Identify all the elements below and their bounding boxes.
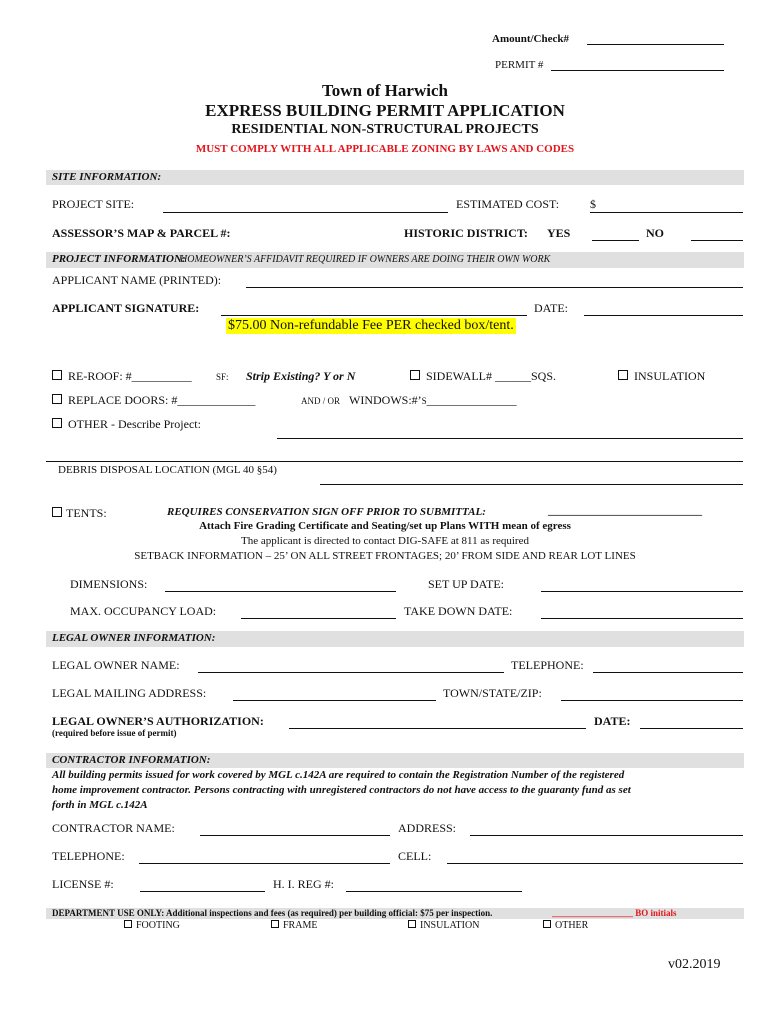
historic-yes-field[interactable] bbox=[592, 240, 639, 241]
estimated-cost-label: ESTIMATED COST: bbox=[456, 197, 560, 211]
permit-number-label: PERMIT # bbox=[495, 59, 544, 71]
owner-info-heading: LEGAL OWNER INFORMATION: bbox=[52, 632, 216, 644]
site-info-heading: SITE INFORMATION: bbox=[52, 171, 162, 183]
footing-option[interactable] bbox=[124, 920, 180, 931]
dig-safe-note: The applicant is directed to contact DIG-SAFE at 811 as required bbox=[241, 535, 529, 547]
owner-name-field[interactable] bbox=[198, 672, 504, 673]
owner-telephone-label: TELEPHONE: bbox=[511, 658, 584, 672]
and-or-label: AND / OR bbox=[301, 396, 341, 406]
takedown-date-field[interactable] bbox=[541, 618, 743, 619]
historic-yes-label: YES bbox=[547, 226, 571, 240]
bo-initials-field[interactable]: __________________ BO initials bbox=[552, 908, 677, 918]
contractor-telephone-field[interactable] bbox=[139, 863, 390, 864]
other-describe-field[interactable] bbox=[277, 438, 743, 439]
form-title: EXPRESS BUILDING PERMIT APPLICATION bbox=[205, 101, 565, 120]
other-option[interactable] bbox=[52, 417, 201, 432]
dimensions-label: DIMENSIONS: bbox=[70, 577, 148, 591]
frame-checkbox[interactable] bbox=[271, 920, 279, 928]
contractor-notice-line2: home improvement contractor. Persons contracting with unregistered contractors do not have access to the guaranty fund as set bbox=[52, 784, 631, 796]
strip-existing-label: Strip Existing? Y or N bbox=[246, 369, 356, 383]
takedown-date-label: TAKE DOWN DATE: bbox=[404, 604, 513, 618]
applicant-name-field[interactable] bbox=[246, 287, 743, 288]
fee-notice: $75.00 Non-refundable Fee PER checked box/tent. bbox=[228, 318, 514, 333]
contractor-name-field[interactable] bbox=[200, 835, 390, 836]
owner-town-state-zip-label: TOWN/STATE/ZIP: bbox=[443, 686, 542, 700]
windows-label bbox=[349, 393, 517, 408]
sidewall-label: SIDEWALL# ______SQS. bbox=[426, 369, 557, 383]
required-before-permit-note: (required before issue of permit) bbox=[52, 728, 177, 738]
tents-checkbox[interactable] bbox=[52, 507, 62, 517]
tents-label: TENTS: bbox=[66, 506, 107, 520]
reroof-checkbox[interactable] bbox=[52, 370, 62, 380]
sidewall-option[interactable] bbox=[410, 369, 556, 384]
assessor-label: ASSESSOR’S MAP & PARCEL #: bbox=[52, 226, 231, 240]
insulation-option[interactable] bbox=[618, 369, 705, 384]
project-site-label: PROJECT SITE: bbox=[52, 197, 135, 211]
owner-mailing-label: LEGAL MAILING ADDRESS: bbox=[52, 686, 207, 700]
project-info-heading: PROJECT INFORMATION: bbox=[52, 253, 186, 265]
replace-doors-option[interactable] bbox=[52, 393, 255, 408]
insulation-inspection-checkbox[interactable] bbox=[408, 920, 416, 928]
historic-district-label: HISTORIC DISTRICT: bbox=[404, 226, 528, 240]
footing-checkbox[interactable] bbox=[124, 920, 132, 928]
contractor-hi-reg-label: H. I. REG #: bbox=[273, 877, 334, 891]
other-inspection-checkbox[interactable] bbox=[543, 920, 551, 928]
frame-option[interactable] bbox=[271, 920, 317, 931]
reroof-option[interactable] bbox=[52, 369, 192, 384]
insulation-checkbox[interactable] bbox=[618, 370, 628, 380]
max-occupancy-label: MAX. OCCUPANCY LOAD: bbox=[70, 604, 217, 618]
contractor-notice-line3: forth in MGL c.142A bbox=[52, 799, 148, 811]
windows-prefix: WINDOWS:#’ bbox=[349, 393, 422, 407]
dimensions-field[interactable] bbox=[165, 591, 396, 592]
other-describe-field-line2[interactable] bbox=[46, 461, 743, 462]
owner-authorization-field[interactable] bbox=[289, 728, 586, 729]
department-use-note: DEPARTMENT USE ONLY: Additional inspections and fees (as required) per building official: $75 per inspection. bbox=[52, 908, 493, 918]
dollar-sign: $ bbox=[590, 197, 596, 211]
contractor-address-label: ADDRESS: bbox=[398, 821, 457, 835]
owner-mailing-field[interactable] bbox=[233, 700, 436, 701]
project-site-field[interactable] bbox=[163, 212, 448, 213]
applicant-signature-field[interactable] bbox=[221, 315, 527, 316]
other-checkbox[interactable] bbox=[52, 418, 62, 428]
contractor-address-field[interactable] bbox=[470, 835, 743, 836]
applicant-date-field[interactable] bbox=[584, 315, 743, 316]
contractor-cell-field[interactable] bbox=[447, 863, 743, 864]
reroof-label: RE-ROOF: #__________ bbox=[68, 369, 192, 383]
owner-authorization-label: LEGAL OWNER’S AUTHORIZATION: bbox=[52, 714, 264, 728]
contractor-license-label: LICENSE #: bbox=[52, 877, 114, 891]
contractor-telephone-label: TELEPHONE: bbox=[52, 849, 125, 863]
replace-doors-label: REPLACE DOORS: #_____________ bbox=[68, 393, 256, 407]
setup-date-field[interactable] bbox=[541, 591, 743, 592]
insulation-label: INSULATION bbox=[634, 369, 706, 383]
historic-no-field[interactable] bbox=[691, 240, 743, 241]
conservation-signoff-field[interactable]: ____________________________ bbox=[548, 505, 702, 517]
conservation-signoff-label: REQUIRES CONSERVATION SIGN OFF PRIOR TO SUBMITTAL: bbox=[167, 506, 486, 518]
contractor-hi-reg-field[interactable] bbox=[346, 891, 522, 892]
contractor-notice-line1: All building permits issued for work covered by MGL c.142A are required to contain the Registration Number of the registered bbox=[52, 769, 625, 781]
zoning-notice: MUST COMPLY WITH ALL APPLICABLE ZONING BY LAWS AND CODES bbox=[195, 143, 575, 155]
contractor-name-label: CONTRACTOR NAME: bbox=[52, 821, 175, 835]
owner-date-label: DATE: bbox=[594, 714, 631, 728]
applicant-date-label: DATE: bbox=[534, 301, 568, 315]
frame-label: FRAME bbox=[283, 920, 318, 931]
owner-name-label: LEGAL OWNER NAME: bbox=[52, 658, 180, 672]
owner-date-field[interactable] bbox=[640, 728, 743, 729]
replace-doors-checkbox[interactable] bbox=[52, 394, 62, 404]
applicant-name-label: APPLICANT NAME (PRINTED): bbox=[52, 273, 222, 287]
setback-info: SETBACK INFORMATION – 25’ ON ALL STREET FRONTAGES; 20’ FROM SIDE AND REAR LOT LINES bbox=[134, 550, 636, 562]
other-label: OTHER - Describe Project: bbox=[68, 417, 201, 431]
estimated-cost-field[interactable] bbox=[590, 212, 743, 213]
insulation-inspection-option[interactable] bbox=[408, 920, 479, 931]
other-inspection-option[interactable] bbox=[543, 920, 588, 931]
contractor-license-field[interactable] bbox=[140, 891, 265, 892]
sf-label: SF: bbox=[216, 372, 229, 382]
amount-check-label: Amount/Check# bbox=[492, 33, 570, 45]
max-occupancy-field[interactable] bbox=[241, 618, 396, 619]
footing-label: FOOTING bbox=[136, 920, 180, 931]
form-subtitle: RESIDENTIAL NON-STRUCTURAL PROJECTS bbox=[231, 122, 539, 137]
windows-s: S bbox=[421, 396, 427, 406]
form-version: v02.2019 bbox=[668, 957, 721, 972]
other-inspection-label: OTHER bbox=[555, 920, 589, 931]
insulation-inspection-label: INSULATION bbox=[420, 920, 480, 931]
setup-date-label: SET UP DATE: bbox=[428, 577, 505, 591]
permit-number-field[interactable] bbox=[551, 70, 724, 71]
tents-option[interactable] bbox=[52, 506, 107, 521]
homeowner-affidavit-note: HOMEOWNER’S AFFIDAVIT REQUIRED IF OWNERS ARE DOING THEIR OWN WORK bbox=[180, 254, 551, 265]
town-name: Town of Harwich bbox=[322, 81, 448, 100]
debris-disposal-field[interactable] bbox=[320, 484, 743, 485]
sidewall-checkbox[interactable] bbox=[410, 370, 420, 380]
owner-telephone-field[interactable] bbox=[593, 672, 743, 673]
historic-no-label: NO bbox=[646, 226, 664, 240]
attach-fire-grading-note: Attach Fire Grading Certificate and Seating/set up Plans WITH mean of egress bbox=[199, 520, 571, 532]
contractor-cell-label: CELL: bbox=[398, 849, 432, 863]
debris-disposal-label: DEBRIS DISPOSAL LOCATION (MGL 40 §54) bbox=[58, 464, 277, 476]
windows-field[interactable]: _______________ bbox=[426, 393, 517, 407]
amount-check-field[interactable] bbox=[587, 44, 724, 45]
owner-town-state-zip-field[interactable] bbox=[561, 700, 743, 701]
applicant-signature-label: APPLICANT SIGNATURE: bbox=[52, 301, 200, 315]
contractor-info-heading: CONTRACTOR INFORMATION: bbox=[52, 754, 211, 766]
